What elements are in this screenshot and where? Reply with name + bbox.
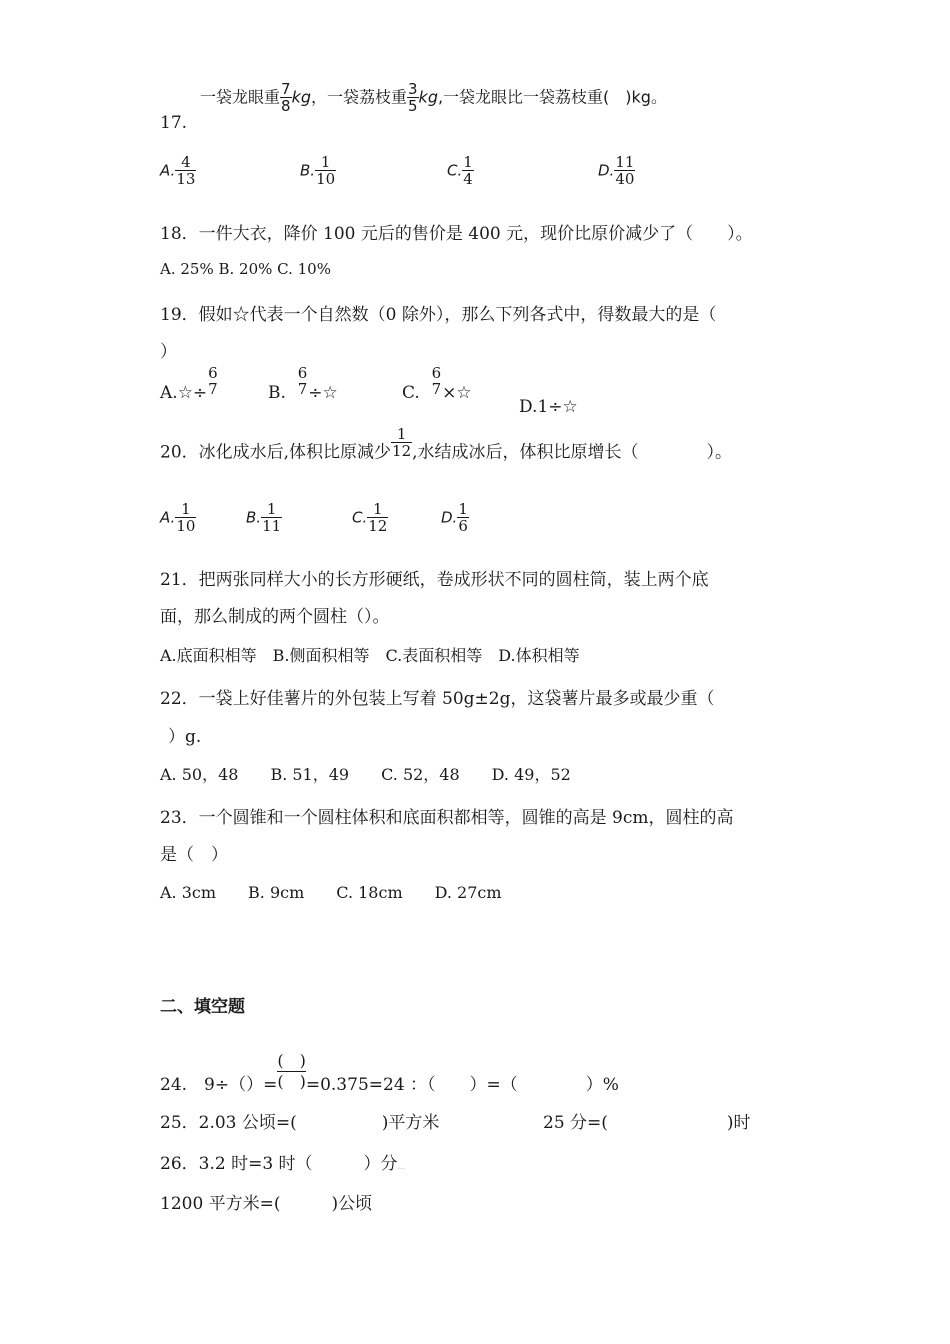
fraction-denominator: 7 [208, 380, 218, 398]
q19-option-a[interactable] [160, 364, 219, 409]
section-title: 二、填空题 [160, 997, 245, 1017]
q19-option-b[interactable] [268, 364, 338, 409]
fraction-denominator: 8 [281, 97, 291, 115]
q26-faint-mark: ... [397, 1162, 406, 1171]
option-letter: A. [160, 383, 178, 403]
fraction-numerator: 1 [181, 500, 191, 518]
fraction-denominator: 7 [431, 380, 442, 398]
fraction-denominator: 4 [463, 170, 473, 188]
q26-stem [160, 1149, 405, 1174]
q23-options: A. 3cm B. 9cm C. 18cm D. 27cm [160, 883, 502, 902]
fraction-denominator: 6 [458, 517, 468, 535]
q17-unit-1: kg [291, 87, 311, 107]
option-expression-post: ×☆ [442, 383, 472, 403]
q21-stem-line2: 面，那么制成的两个圆柱（）。 [160, 607, 390, 627]
fraction-numerator: 6 [431, 364, 442, 382]
fraction-denominator: 11 [262, 517, 282, 535]
q21-options: A.底面积相等 B.侧面积相等 C.表面积相等 D.体积相等 [160, 646, 580, 665]
option-fraction [614, 155, 635, 187]
q17-fraction-1 [280, 82, 292, 114]
q20-fraction [391, 427, 412, 459]
q17-text-1: 一袋龙眼重 [200, 87, 281, 107]
fraction-numerator: 4 [181, 153, 191, 171]
q22-stem-line1: 22．一袋上好佳薯片的外包装上写着 50g±2g，这袋薯片最多或最少重（ [160, 689, 715, 709]
fraction-numerator: 6 [297, 364, 308, 382]
q17-unit-2: kg [418, 87, 438, 107]
option-fraction [367, 502, 388, 534]
q17-option-d[interactable] [598, 155, 635, 187]
q19-option-c[interactable] [402, 364, 472, 409]
fraction-denominator: 12 [392, 442, 412, 460]
fraction-denominator: 10 [316, 170, 336, 188]
q22-options: A. 50，48 B. 51，49 C. 52，48 D. 49，52 [160, 765, 571, 784]
fraction-denominator: 40 [615, 170, 635, 188]
fraction-numerator: ( ) [277, 1051, 306, 1070]
fraction-numerator: 11 [615, 153, 635, 171]
q20-option-d[interactable] [441, 502, 469, 534]
q26-extra: 1200 平方米=( )公顷 [160, 1194, 373, 1214]
option-letter: A. [160, 161, 176, 180]
q24-text-post: =0.375=24 ：（ ）=（ ）% [305, 1075, 619, 1095]
fraction-numerator: 7 [281, 80, 291, 98]
option-fraction [462, 155, 474, 187]
option-fraction [457, 502, 469, 534]
option-letter: C. [352, 508, 368, 527]
option-fraction [261, 502, 282, 534]
q24-fraction [277, 1053, 306, 1090]
fraction-denominator: 5 [408, 97, 418, 115]
option-letter: A. [160, 508, 176, 527]
q18-stem: 18．一件大衣，降价 100 元后的售价是 400 元，现价比原价减少了（ ）。 [160, 224, 753, 244]
option-fraction [175, 502, 196, 534]
q19-stem-line1: 19．假如☆代表一个自然数（0 除外），那么下列各式中，得数最大的是（ [160, 305, 717, 325]
q20-option-c[interactable] [352, 502, 388, 534]
option-fraction [431, 366, 443, 397]
fraction-numerator: 1 [320, 153, 331, 171]
q26-text: 26．3.2 时=3 时（ ）分 [160, 1154, 398, 1174]
q23-stem-line1: 23．一个圆锥和一个圆柱体积和底面积都相等，圆锥的高是 9cm，圆柱的高 [160, 808, 734, 828]
fraction-numerator: 3 [408, 80, 418, 98]
q23-stem-line2: 是（ ） [160, 845, 228, 865]
q24-text-pre: 24. 9÷（）= [160, 1075, 278, 1095]
option-letter: D. [441, 508, 458, 527]
fraction-numerator: 1 [266, 500, 277, 518]
q20-stem [160, 425, 733, 469]
fraction-numerator: 6 [208, 364, 218, 382]
q17-option-c[interactable] [447, 155, 474, 187]
fraction-denominator: 7 [297, 380, 308, 398]
q17-text-2: ，一袋荔枝重 [310, 87, 407, 107]
q17-number: 17. [160, 113, 188, 133]
q20-text-post: ,水结成冰后，体积比原增长（ ）。 [412, 442, 733, 463]
q19-option-d[interactable] [519, 397, 578, 417]
q21-stem-line1: 21．把两张同样大小的长方形硬纸，卷成形状不同的圆柱筒，装上两个底 [160, 570, 709, 590]
fraction-denominator: 12 [368, 517, 388, 535]
option-fraction [315, 155, 336, 187]
q22-stem-line2: ）g. [168, 727, 202, 747]
option-expression-pre: ☆÷ [177, 383, 208, 403]
option-fraction [175, 155, 196, 187]
q17-option-a[interactable] [160, 155, 196, 187]
option-expression-pre: 1÷☆ [537, 397, 578, 417]
q20-option-b[interactable] [246, 502, 282, 534]
q25-part-b: 25 分=( )时 [543, 1113, 751, 1133]
q18-options: A. 25% B. 20% C. 10% [160, 260, 331, 278]
q20-option-a[interactable] [160, 502, 196, 534]
option-letter: C. [402, 383, 420, 403]
fraction-denominator: 13 [176, 170, 196, 188]
q24-stem [160, 1051, 619, 1104]
option-letter: B. [300, 161, 316, 180]
option-letter: D. [519, 397, 538, 417]
option-fraction [207, 366, 219, 397]
q20-text-pre: 20．冰化成水后,体积比原减少 [160, 442, 392, 463]
fraction-denominator: 10 [176, 517, 196, 535]
option-letter: B. [268, 383, 286, 403]
fraction-numerator: 1 [458, 500, 468, 518]
option-letter: D. [598, 161, 615, 180]
option-fraction [297, 366, 309, 397]
q17-option-b[interactable] [300, 155, 336, 187]
q25-part-a: 25．2.03 公顷=( )平方米 [160, 1113, 440, 1133]
option-expression-post: ÷☆ [308, 383, 338, 403]
fraction-numerator: 1 [463, 153, 473, 171]
q17-stem [200, 82, 667, 114]
option-letter: B. [246, 508, 262, 527]
q19-stem-line2: ） [160, 342, 177, 362]
q17-fraction-2 [407, 82, 419, 114]
fraction-numerator: 1 [373, 500, 383, 518]
option-letter: C. [447, 161, 463, 180]
q17-text-3: ,一袋龙眼比一袋荔枝重( )kg。 [437, 87, 667, 107]
fraction-numerator: 1 [396, 425, 407, 443]
fraction-denominator: ( ) [277, 1072, 306, 1091]
